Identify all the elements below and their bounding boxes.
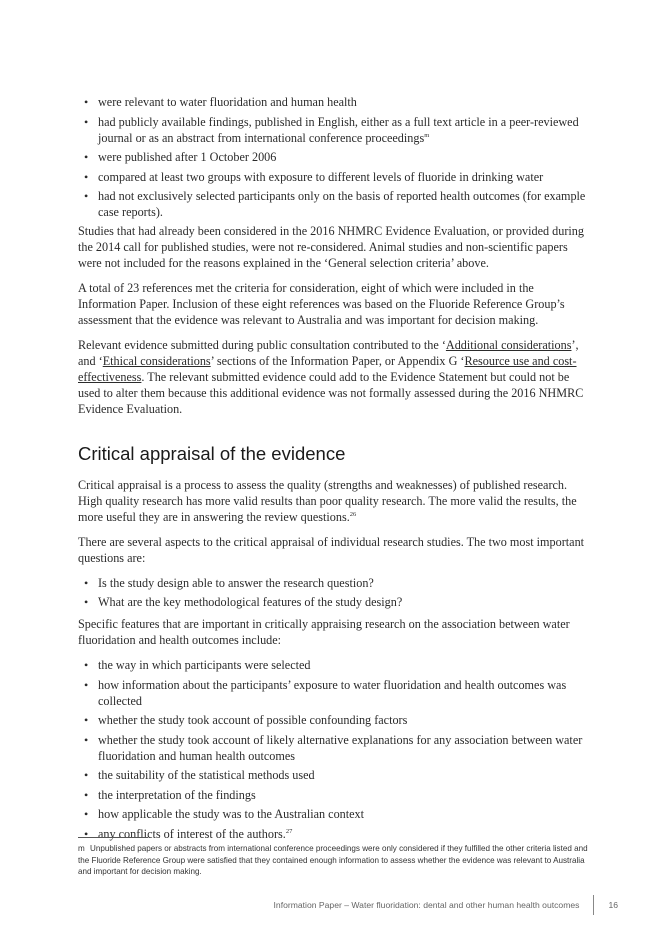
footnote — [78, 843, 598, 878]
page-number: 16 — [608, 900, 618, 910]
page-body — [78, 94, 588, 845]
list-item: • how applicable the study was to the Australian context — [78, 806, 588, 822]
citation-ref[interactable]: 27 — [285, 827, 293, 835]
criteria-list — [78, 94, 588, 220]
list-item: • the interpretation of the findings — [78, 787, 588, 803]
link-additional-considerations[interactable]: Additional considerations — [445, 337, 572, 352]
footnote-ref[interactable]: m — [424, 131, 430, 139]
paragraph-relevant: Relevant evidence submitted during public consultation contributed to the ‘Additional considerations’, and ‘Ethical considerations’ sections of the Information Paper, or Appendix G ‘Resource use and cost-effectiveness. The relevant submitted evidence could add to the Evidence Statement but could not be used to alter them because this additional evidence was not formally assessed during the 2016 NHMRC Evidence Evaluation. — [78, 337, 584, 416]
list-item: • What are the key methodological features of the study design? — [78, 594, 588, 610]
link-resource-use[interactable]: Resource use and cost-effectiveness — [78, 353, 577, 384]
section-heading: Critical appraisal of the evidence — [78, 442, 346, 464]
page-footer — [274, 897, 618, 913]
list-item: • any conflicts of interest of the authors.$^{27}$ — [78, 826, 588, 842]
paragraph-critical: Critical appraisal is a process to assess the quality (strengths and weaknesses) of published research. High quality research has more valid results than poor quality research. The more valid the results, the more useful they are in answering the review questions.$^{26}$ — [78, 477, 577, 524]
footer-divider — [593, 895, 594, 915]
list-item: • the way in which participants were selected — [78, 657, 588, 673]
list-item: • Is the study design able to answer the research question? — [78, 575, 588, 591]
paragraph-total: A total of 23 references met the criteria for consideration, eight of which were included in the Information Paper. Inclusion of these eight references was based on the Fluoride Reference Group’s assessment that the evidence was relevant to Australia and was important for decision making. — [78, 280, 565, 327]
list-item: • whether the study took account of possible confounding factors — [78, 712, 588, 728]
list-item: • the suitability of the statistical methods used — [78, 767, 588, 783]
question-list — [78, 575, 588, 611]
paragraph-studies: Studies that had already been considered in the 2016 NHMRC Evidence Evaluation, or provided during the 2014 call for published studies, were not re-considered. Animal studies and non-scientific papers were not included for the reasons explained in the ‘General selection criteria’ above. — [78, 223, 584, 270]
list-item: • whether the study took account of likely alternative explanations for any association between water fluoridation and human health outcomes — [78, 732, 588, 764]
list-item: • had publicly available findings, published in English, either as a full text article in a peer-reviewed journal or as an abstract from international conference proceedings$^m$ — [78, 114, 588, 146]
footnote-divider — [78, 837, 148, 838]
list-item: • were relevant to water fluoridation and human health — [78, 94, 588, 110]
footnote-text: Unpublished papers or abstracts from international conference proceedings were only considered if they fulfilled the other criteria listed and the Fluoride Reference Group were satisfied that they contained enough information to assess whether the evidence was relevant to Australia and important for decision making. — [78, 844, 588, 876]
citation-ref[interactable]: 26 — [349, 510, 357, 518]
paragraph-aspects: There are several aspects to the critical appraisal of individual research studies. The two most important questions are: — [78, 534, 585, 565]
feature-list — [78, 657, 588, 842]
footer-title: Information Paper – Water fluoridation: dental and other human health outcomes — [273, 900, 580, 910]
list-item: • had not exclusively selected participants only on the basis of reported health outcomes (for example case reports). — [78, 188, 588, 220]
list-item: • how information about the participants’ exposure to water fluoridation and health outcomes was collected — [78, 677, 588, 709]
footnote-marker: m — [78, 844, 85, 853]
paragraph-specific: Specific features that are important in critically appraising research on the association between water fluoridation and health outcomes include: — [78, 617, 570, 647]
list-item: • were published after 1 October 2006 — [78, 149, 588, 165]
link-ethical-considerations[interactable]: Ethical considerations — [102, 353, 211, 368]
list-item: • compared at least two groups with exposure to different levels of fluoride in drinking water — [78, 169, 588, 185]
